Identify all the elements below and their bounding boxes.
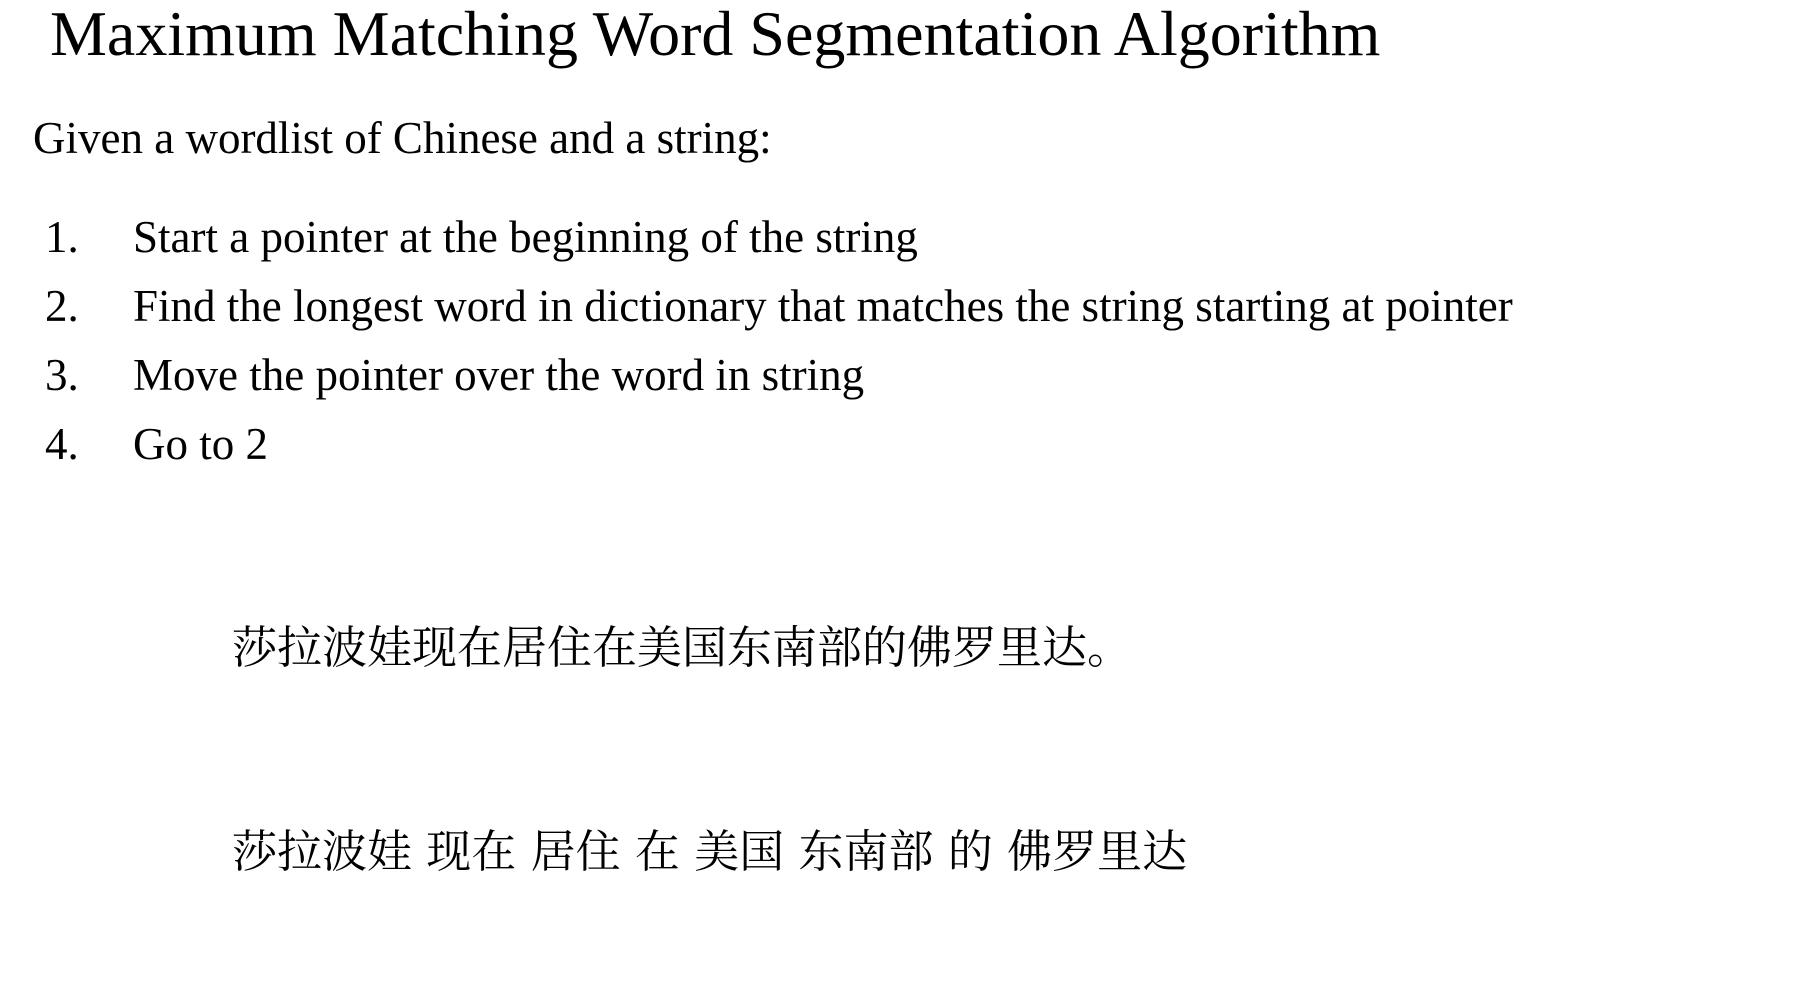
step-text: Find the longest word in dictionary that matches the string starting at pointer <box>133 281 1513 331</box>
step-text: Go to 2 <box>133 419 268 469</box>
step-text: Start a pointer at the beginning of the string <box>133 212 918 262</box>
step-number: 1. <box>45 212 79 262</box>
intro-text: Given a wordlist of Chinese and a string: <box>33 113 772 163</box>
example-input-string: 莎拉波娃现在居住在美国东南部的佛罗里达。 <box>232 621 1133 674</box>
step-number: 4. <box>45 419 79 469</box>
step-number: 2. <box>45 281 79 331</box>
step-number: 3. <box>45 350 79 400</box>
step-text: Move the pointer over the word in string <box>133 350 865 400</box>
example-segmented-output: 莎拉波娃 现在 居住 在 美国 东南部 的 佛罗里达 <box>232 825 1188 878</box>
slide-title: Maximum Matching Word Segmentation Algorithm <box>50 0 1381 69</box>
